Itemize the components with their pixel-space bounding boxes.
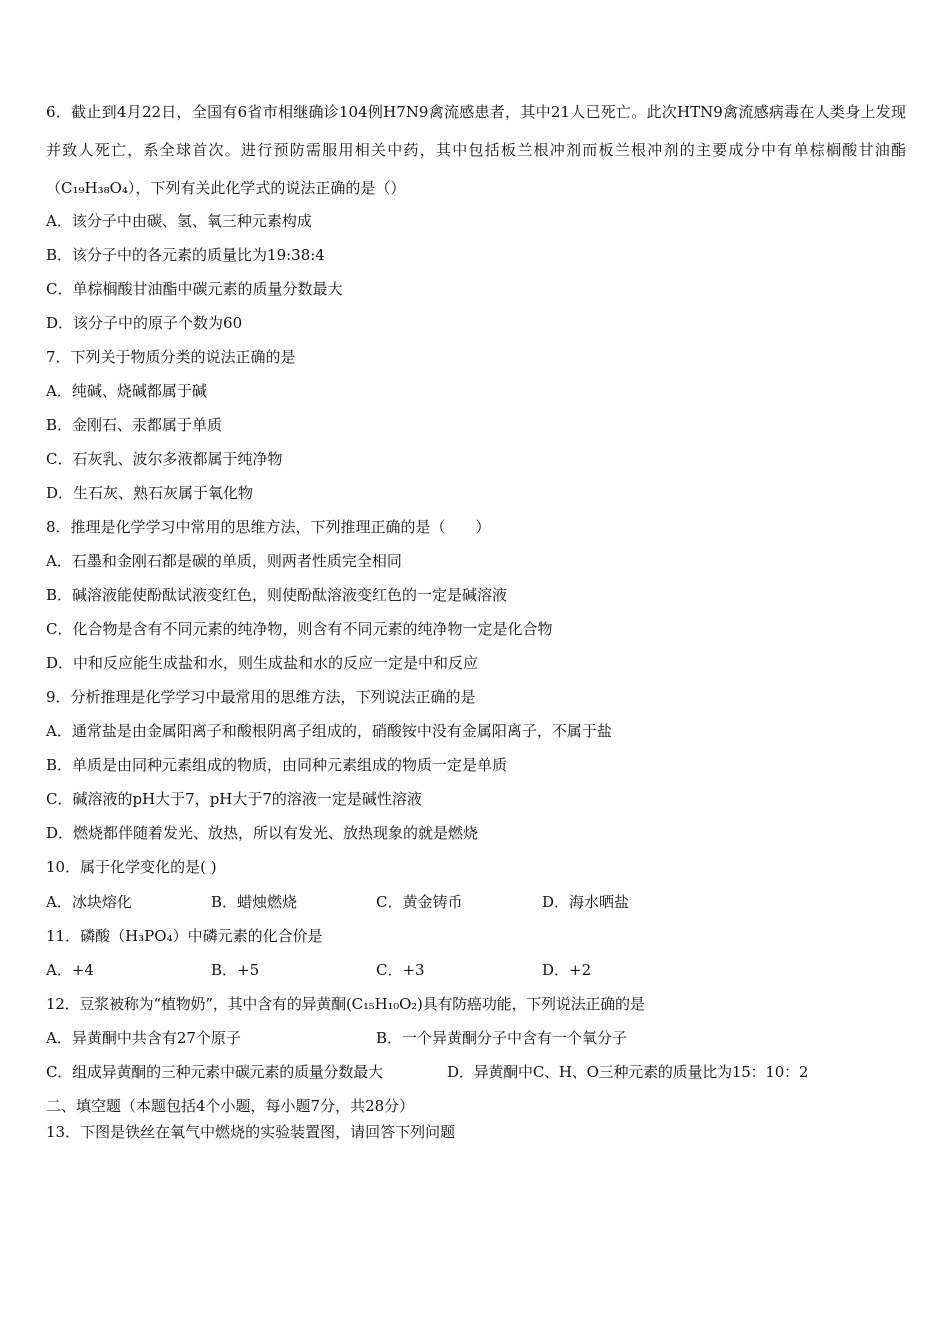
question-12-option-a: A．异黄酮中共含有27个原子 xyxy=(46,1029,241,1047)
question-6-option-c: C．单棕榈酸甘油酯中碳元素的质量分数最大 xyxy=(46,280,343,298)
question-9-option-c: C．碱溶液的pH大于7，pH大于7的溶液一定是碱性溶液 xyxy=(46,790,422,808)
question-6-stem: 6．截止到4月22日，全国有6省市相继确诊104例H7N9禽流感患者，其中21人已死亡。此次HTN9禽流感病毒在人类身上发现并致人死亡，系全球首次。进行预防需服用相关中药，其中包括板兰根冲剂而板兰根冲剂的主要成分中有单棕榈酸甘油酯（C₁₉H₃₈O₄），下列有关此化学式的说法正确的是（） xyxy=(46,103,906,197)
question-11-option-b: B．+5 xyxy=(211,961,260,979)
question-12-option-c: C．组成异黄酮的三种元素中碳元素的质量分数最大 xyxy=(46,1063,383,1081)
question-12-option-b: B．一个异黄酮分子中含有一个氧分子 xyxy=(376,1029,628,1047)
question-11-option-d: D．+2 xyxy=(542,961,592,979)
question-9-option-d: D．燃烧都伴随着发光、放热，所以有发光、放热现象的就是燃烧 xyxy=(46,824,479,842)
question-7-option-c: C．石灰乳、波尔多液都属于纯净物 xyxy=(46,450,283,468)
question-12-stem: 12．豆浆被称为“植物奶”，其中含有的异黄酮(C₁₅H₁₀O₂)具有防癌功能，下列说法正确的是 xyxy=(46,995,645,1013)
question-11-option-a: A．+4 xyxy=(46,961,94,979)
question-8-stem: 8．推理是化学学习中常用的思维方法，下列推理正确的是（ ） xyxy=(46,518,491,536)
question-10-option-c: C．黄金铸币 xyxy=(376,893,463,911)
question-13-stem: 13．下图是铁丝在氧气中燃烧的实验装置图，请回答下列问题 xyxy=(46,1123,456,1141)
question-9-stem: 9．分析推理是化学学习中最常用的思维方法，下列说法正确的是 xyxy=(46,688,476,706)
question-7-option-b: B．金刚石、汞都属于单质 xyxy=(46,416,223,434)
question-7-stem: 7．下列关于物质分类的说法正确的是 xyxy=(46,348,296,366)
question-11-stem: 11．磷酸（H₃PO₄）中磷元素的化合价是 xyxy=(46,927,323,945)
question-12-option-d: D．异黄酮中C、H、O三种元素的质量比为15：10：2 xyxy=(447,1063,809,1081)
question-7-option-d: D．生石灰、熟石灰属于氧化物 xyxy=(46,484,254,502)
question-9-option-a: A．通常盐是由金属阳离子和酸根阴离子组成的，硝酸铵中没有金属阳离子，不属于盐 xyxy=(46,722,612,740)
question-6-option-a: A．该分子中由碳、氢、氧三种元素构成 xyxy=(46,212,312,230)
question-10-option-d: D．海水晒盐 xyxy=(542,893,630,911)
question-6-option-d: D．该分子中的原子个数为60 xyxy=(46,314,243,332)
question-8-option-d: D．中和反应能生成盐和水，则生成盐和水的反应一定是中和反应 xyxy=(46,654,479,672)
question-8-option-a: A．石墨和金刚石都是碳的单质，则两者性质完全相同 xyxy=(46,552,402,570)
question-10-option-a: A．冰块熔化 xyxy=(46,893,132,911)
question-6-option-b: B．该分子中的各元素的质量比为19:38:4 xyxy=(46,246,325,264)
section-2-heading: 二、填空题（本题包括4个小题，每小题7分，共28分） xyxy=(46,1097,415,1115)
question-11-option-c: C．+3 xyxy=(376,961,425,979)
question-10-option-b: B．蜡烛燃烧 xyxy=(211,893,298,911)
question-8-option-c: C．化合物是含有不同元素的纯净物，则含有不同元素的纯净物一定是化合物 xyxy=(46,620,553,638)
question-10-stem: 10．属于化学变化的是( ) xyxy=(46,858,217,876)
question-8-option-b: B．碱溶液能使酚酞试液变红色，则使酚酞溶液变红色的一定是碱溶液 xyxy=(46,586,508,604)
question-7-option-a: A．纯碱、烧碱都属于碱 xyxy=(46,382,207,400)
question-9-option-b: B．单质是由同种元素组成的物质，由同种元素组成的物质一定是单质 xyxy=(46,756,508,774)
